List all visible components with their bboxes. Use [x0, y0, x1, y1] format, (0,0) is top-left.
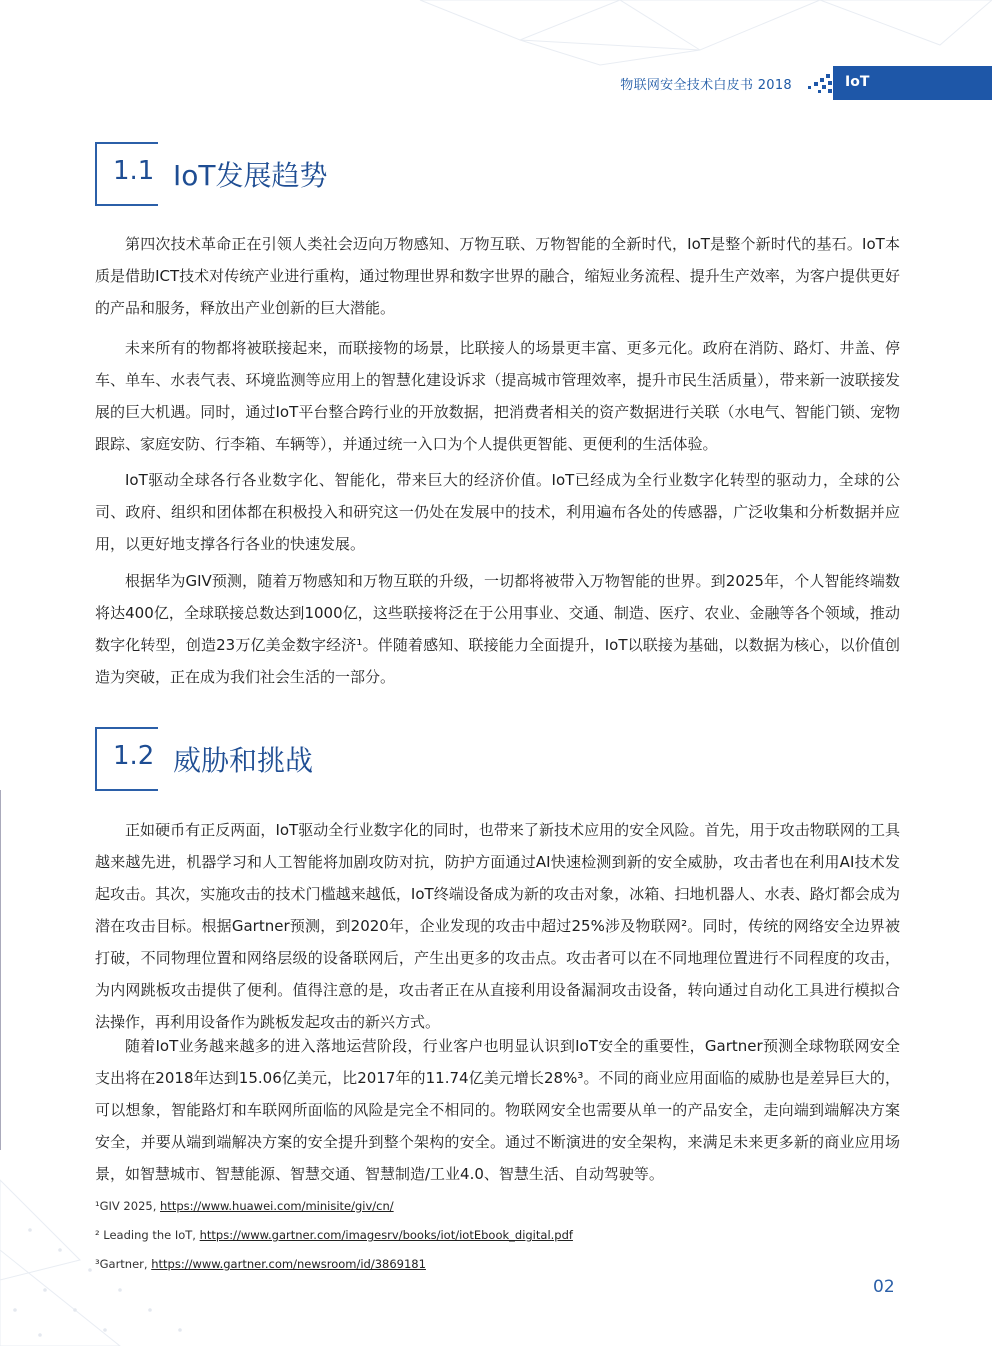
footnote-link[interactable]: https://www.gartner.com/imagesrv/books/iot/iotEbook_digital.pdf — [199, 1228, 573, 1242]
pixel-dots-icon — [804, 72, 834, 96]
section-number: 1.2 — [113, 741, 155, 771]
paragraph: 正如硬币有正反两面，IoT驱动全行业数字化的同时，也带来了新技术应用的安全风险。首先，用于攻击物联网的工具越来越先进，机器学习和人工智能将加剧攻防对抗，防护方面通过AI快速检测到新的安全威胁，攻击者也在利用AI技术发起攻击。其次，实施攻击的技术门槛越来越低，IoT终端设备成为新的攻击对象，冰箱、扫地机器人、水表、路灯都会成为潜在攻击目标。根据Gartner预测，到2020年，企业发现的攻击中超过25%涉及物联网²。同时，传统的网络安全边界被打破，不同物理位置和网络层级的设备联网后，产生出更多的攻击点。攻击者可以在不同地理位置进行不同程度的攻击，为内网跳板攻击提供了便利。值得注意的是，攻击者正在从直接利用设备漏洞攻击设备，转向通过自动化工具进行模拟合法操作，再利用设备作为跳板发起攻击的新兴方式。 — [95, 821, 900, 1031]
footnote — [95, 1192, 795, 1221]
left-margin-rule — [0, 790, 1, 1150]
paragraph: IoT驱动全球各行各业数字化、智能化，带来巨大的经济价值。IoT已经成为全行业数字化转型的驱动力，全球的公司、政府、组织和团体都在积极投入和研究这一仍处在发展中的技术，利用遍布各处的传感器，广泛收集和分析数据并应用，以更好地支撑各行各业的快速发展。 — [95, 471, 900, 553]
paragraph: 第四次技术革命正在引领人类社会迈向万物感知、万物互联、万物智能的全新时代，IoT是整个新时代的基石。IoT本质是借助ICT技术对传统产业进行重构，通过物理世界和数字世界的融合，缩短业务流程、提升生产效率，为客户提供更好的产品和服务，释放出产业创新的巨大潜能。 — [95, 235, 900, 317]
page-number: 02 — [873, 1277, 895, 1297]
page-header — [0, 66, 992, 100]
footnotes — [95, 1192, 795, 1279]
footnote-link[interactable]: https://www.huawei.com/minisite/giv/cn/ — [160, 1199, 394, 1213]
section-title: IoT发展趋势 — [173, 159, 328, 192]
footnote-link[interactable]: https://www.gartner.com/newsroom/id/3869181 — [151, 1257, 426, 1271]
header-tag: IoT — [833, 66, 992, 100]
footnote — [95, 1221, 795, 1250]
paragraph: 根据华为GIV预测，随着万物感知和万物互联的升级，一切都将被带入万物智能的世界。到2025年，个人智能终端数将达400亿，全球联接总数达到1000亿，这些联接将泛在于公用事业、交通、制造、医疗、农业、金融等各个领域，推动数字化转型，创造23万亿美金数字经济¹。伴随着感知、联接能力全面提升，IoT以联接为基础，以数据为核心，以价值创造为突破，正在成为我们社会生活的一部分。 — [95, 572, 900, 686]
footnote — [95, 1250, 795, 1279]
footnote-prefix: ² Leading the IoT, — [95, 1228, 200, 1242]
section-number: 1.1 — [113, 156, 155, 186]
footnote-prefix: ¹GIV 2025, — [95, 1199, 161, 1213]
paragraph: 随着IoT业务越来越多的进入落地运营阶段，行业客户也明显认识到IoT安全的重要性，Gartner预测全球物联网安全支出将在2018年达到15.06亿美元，比2017年的11.74亿美元增长28%³。不同的商业应用面临的威胁也是差异巨大的，可以想象，智能路灯和车联网所面临的风险是完全不相同的。物联网安全也需要从单一的产品安全，走向端到端解决方案安全，并要从端到端解决方案的安全提升到整个架构的安全。通过不断演进的安全架构，来满足未来更多新的商业应用场景，如智慧城市、智慧能源、智慧交通、智慧制造/工业4.0、智慧生活、自动驾驶等。 — [95, 1037, 900, 1183]
footnote-prefix: ³Gartner, — [95, 1257, 152, 1271]
section-title: 威胁和挑战 — [173, 744, 314, 777]
header-title: 物联网安全技术白皮书 2018 — [620, 78, 792, 93]
paragraph: 未来所有的物都将被联接起来，而联接物的场景，比联接人的场景更丰富、更多元化。政府在消防、路灯、井盖、停车、单车、水表气表、环境监测等应用上的智慧化建设诉求（提高城市管理效率，提升市民生活质量），带来新一波联接发展的巨大机遇。同时，通过IoT平台整合跨行业的开放数据，把消费者相关的资产数据进行关联（水电气、智能门锁、宠物跟踪、家庭安防、行李箱、车辆等），并通过统一入口为个人提供更智能、更便利的生活体验。 — [95, 339, 900, 453]
